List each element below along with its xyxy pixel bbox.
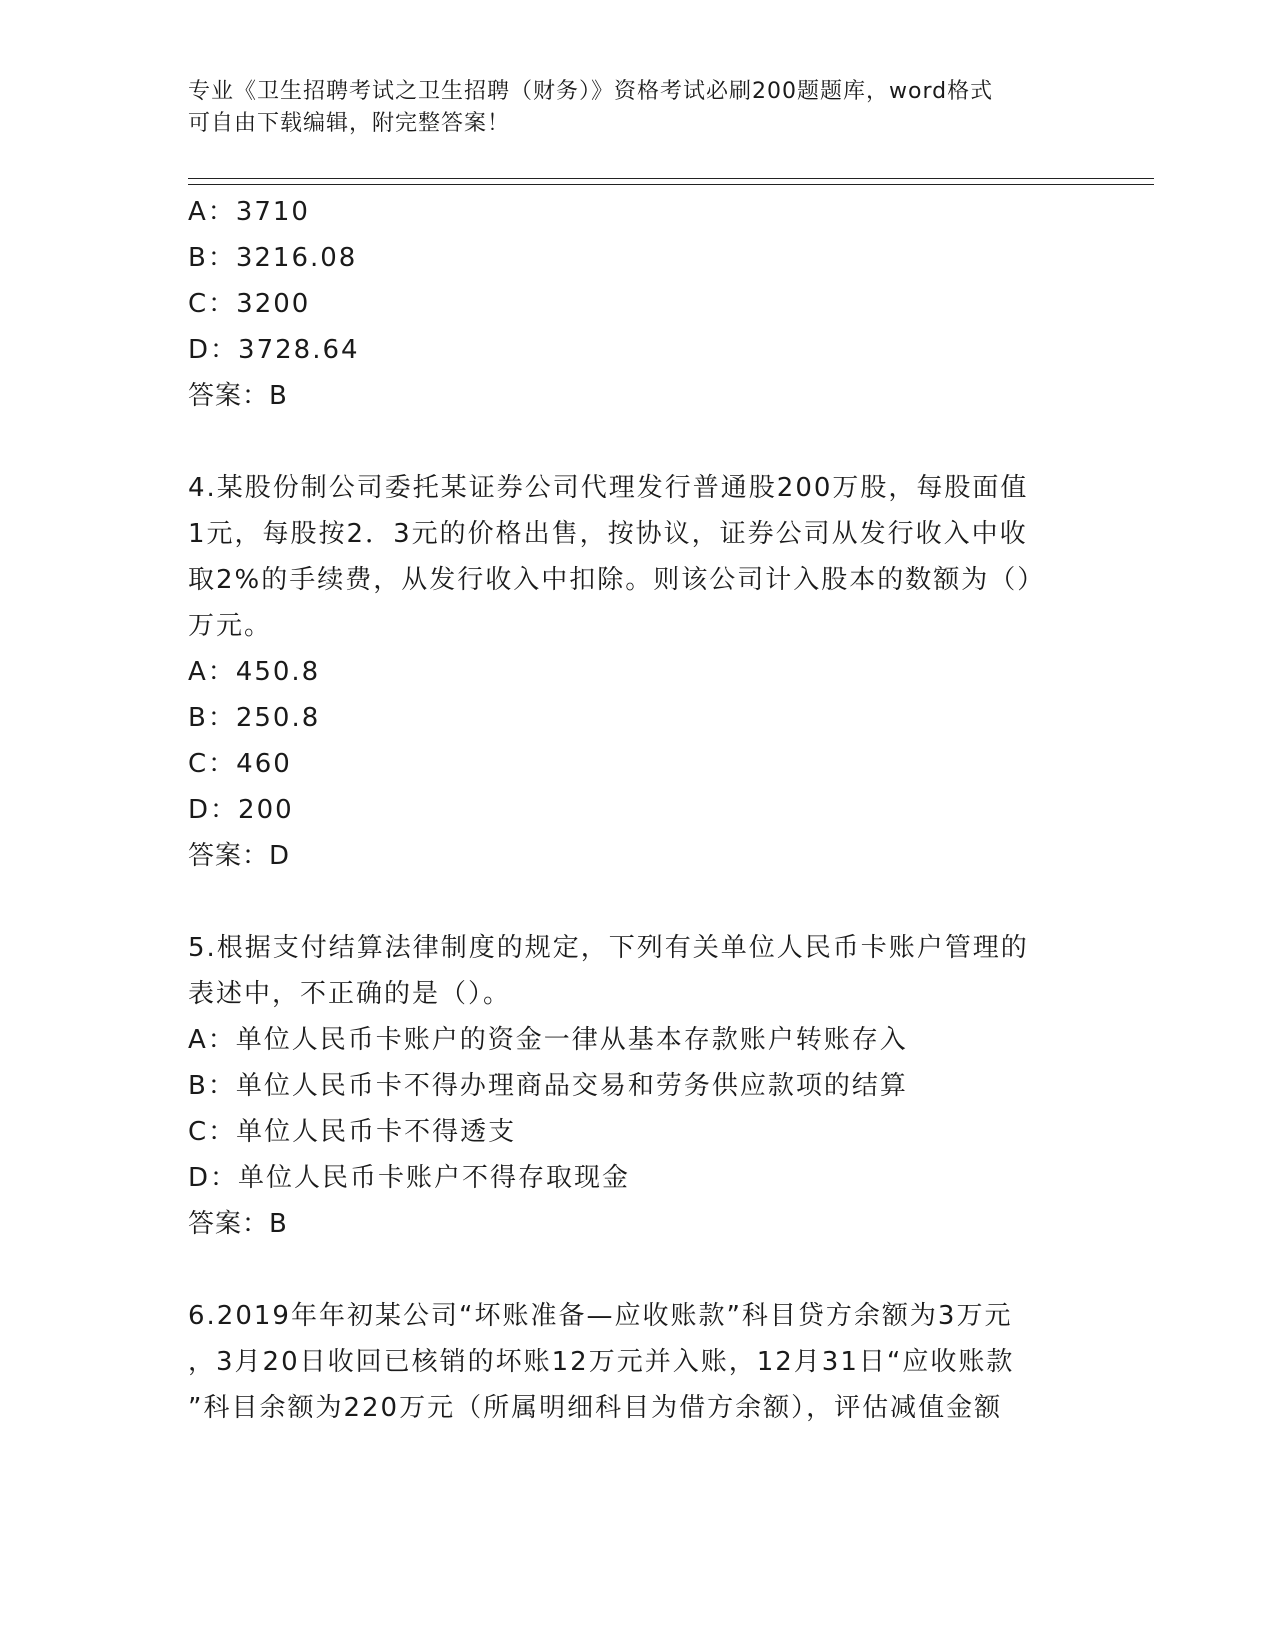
option-c: C：460 (188, 749, 292, 779)
option-d: D：3728.64 (188, 335, 360, 365)
option-a: A：单位人民币卡账户的资金一律从基本存款账户转账存入 (188, 1025, 908, 1055)
option-b: B：单位人民币卡不得办理商品交易和劳务供应款项的结算 (188, 1071, 908, 1101)
spacer (188, 879, 1088, 925)
option-d: D：200 (188, 795, 294, 825)
question-stem-line: ，3月20日收回已核销的坏账12万元并入账，12月31日“应收账款 (188, 1347, 1015, 1377)
question-stem-line: 万元。 (188, 611, 273, 641)
option-d: D：单位人民币卡账户不得存取现金 (188, 1163, 631, 1193)
header-line-1: 专业《卫生招聘考试之卫生招聘（财务）》资格考试必刷200题题库，word格式 (188, 79, 994, 104)
option-b: B：250.8 (188, 703, 321, 733)
question-3 (188, 189, 1088, 419)
question-stem-line: ”科目余额为220万元（所属明细科目为借方余额），评估减值金额 (188, 1393, 1003, 1423)
question-5 (188, 925, 1088, 1247)
spacer (188, 1247, 1088, 1293)
question-stem-line: 取2%的手续费，从发行收入中扣除。则该公司计入股本的数额为（） (188, 565, 1046, 595)
spacer (188, 419, 1088, 465)
option-a: A：3710 (188, 197, 310, 227)
question-stem-line: 5.根据支付结算法律制度的规定，下列有关单位人民币卡账户管理的 (188, 933, 1029, 963)
document-header (188, 76, 1088, 140)
header-line-2: 可自由下载编辑，附完整答案！ (188, 111, 511, 136)
question-stem-line: 1元，每股按2．3元的价格出售，按协议，证券公司从发行收入中收 (188, 519, 1028, 549)
option-c: C：单位人民币卡不得透支 (188, 1117, 517, 1147)
option-c: C：3200 (188, 289, 311, 319)
question-stem-line: 4.某股份制公司委托某证券公司代理发行普通股200万股，每股面值 (188, 473, 1029, 503)
question-stem-line: 6.2019年年初某公司“坏账准备—应收账款”科目贷方余额为3万元 (188, 1301, 1013, 1331)
option-a: A：450.8 (188, 657, 321, 687)
option-b: B：3216.08 (188, 243, 358, 273)
document-body (188, 189, 1088, 1431)
answer: 答案：D (188, 841, 291, 871)
question-4 (188, 465, 1088, 879)
question-stem-line: 表述中，不正确的是（）。 (188, 979, 512, 1009)
header-divider-bottom (188, 184, 1154, 185)
answer: 答案：B (188, 1209, 288, 1239)
header-divider-top (188, 178, 1154, 179)
answer: 答案：B (188, 381, 288, 411)
question-6 (188, 1293, 1088, 1431)
